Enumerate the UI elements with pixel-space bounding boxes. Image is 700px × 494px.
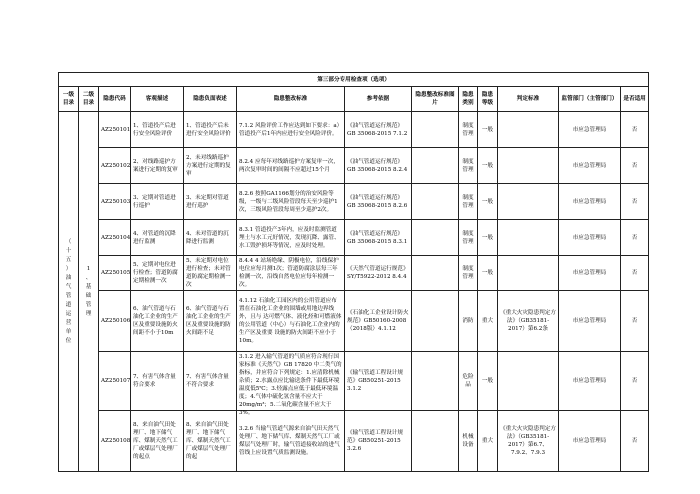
standard-text: 4.1.12 石油化工园区内的公用管道应布置在石油化工企业的围墙或用地边界线外，且与 达可燃气体、液化烃和可燃液体的公用管道（中心）与石油化工企业内的生产区及重要 设施的防火间距不应小于 10m。 xyxy=(239,298,342,344)
cell-grade xyxy=(478,256,498,291)
cell-criteria xyxy=(498,112,559,148)
level2-char: 1 xyxy=(86,265,91,272)
objective-text: 7、有害气体含量符合要求 xyxy=(133,374,176,388)
objective-text: 6、油气管道与石油化工企业的生产区及重要设施防火间距不小于10m xyxy=(133,306,178,336)
negative-text: 2、未对线路巡护方案进行定期的复审 xyxy=(186,154,231,177)
department-text: 市应急管理局 xyxy=(572,378,607,384)
cell-reference xyxy=(345,220,412,256)
cell-criteria xyxy=(498,256,559,291)
cell-negative xyxy=(184,291,237,352)
cell-standard xyxy=(237,291,345,352)
category-text: 消防 xyxy=(462,318,474,324)
cell-reference xyxy=(345,112,412,148)
applicable-text: 否 xyxy=(631,270,638,276)
grade-text: 重大 xyxy=(481,438,494,444)
reference-text: 《油气管道运行规范》GB 35068-2015 8.2.4 xyxy=(347,158,408,173)
objective-text: 4、对管道的沉降进行监测 xyxy=(133,230,176,245)
inspection-table xyxy=(58,72,649,472)
cell-objective xyxy=(131,112,184,148)
cell-category xyxy=(459,411,478,472)
cell-department xyxy=(559,291,621,352)
level2-cell xyxy=(79,112,99,472)
cell-grade xyxy=(478,184,498,220)
grade-text: 一般 xyxy=(481,126,494,133)
cell-objective xyxy=(131,411,184,472)
grade-text: 重大 xyxy=(481,318,494,324)
cell-grade xyxy=(478,411,498,472)
cell-code xyxy=(99,256,131,291)
cell-objective xyxy=(131,291,184,352)
category-text: 制度管理 xyxy=(462,194,474,209)
cell-category xyxy=(459,256,478,291)
cell-category xyxy=(459,184,478,220)
cell-code xyxy=(99,184,131,220)
objective-text: 3、定期对管道进行巡护 xyxy=(133,194,176,209)
header-level2: 二级目录 xyxy=(79,87,99,112)
cell-category xyxy=(459,112,478,148)
cell-department xyxy=(559,256,621,291)
cell-applicable xyxy=(621,411,649,472)
cell-applicable xyxy=(621,256,649,291)
applicable-text: 否 xyxy=(631,198,638,205)
grade-text: 一般 xyxy=(481,234,494,241)
category-text: 制度管理 xyxy=(462,230,474,245)
cell-negative xyxy=(184,411,237,472)
cell-standard xyxy=(237,112,345,148)
cell-standard xyxy=(237,148,345,184)
level1-char: 十 xyxy=(65,247,72,254)
cell-category xyxy=(459,291,478,352)
cell-image xyxy=(412,148,459,184)
standard-text: 8.2.6 按照GA1166划分的治安风险等级，一级与二级风险管段每天至少巡护1次，三级风险管段每周至少巡护2次。 xyxy=(239,190,338,213)
level1-char: ） xyxy=(65,265,72,272)
cell-image xyxy=(412,291,459,352)
cell-negative xyxy=(184,256,237,291)
standard-text: 3.2.6 当输气管道气源来自油气田天然气处理厂、地下储气库、煤制天然气工厂或煤层气处理厂时，输气管道接收站的进气管线上应设置气质监测设施。 xyxy=(239,426,340,456)
cell-objective xyxy=(131,352,184,411)
cell-negative xyxy=(184,148,237,184)
table-row xyxy=(59,352,649,411)
header-code: 隐患代码 xyxy=(99,87,131,112)
applicable-text: 否 xyxy=(631,126,638,133)
header-reference: 参考依据 xyxy=(345,87,412,112)
cell-image xyxy=(412,411,459,472)
cell-applicable xyxy=(621,184,649,220)
reference-text: 《油气管道运行规范》GB 35068-2015 8.3.1 xyxy=(347,230,408,245)
objective-text: 5、定期对电位进行检查；管道防腐定期检测一次 xyxy=(133,262,178,284)
category-text: 制度管理 xyxy=(462,122,474,137)
cell-code xyxy=(99,148,131,184)
department-text: 市应急管理局 xyxy=(572,318,607,324)
grade-text: 一般 xyxy=(481,378,494,384)
department-text: 市应急管理局 xyxy=(572,438,607,444)
department-text: 市应急管理局 xyxy=(572,270,607,276)
cell-standard xyxy=(237,256,345,291)
category-text: 危险品 xyxy=(462,374,474,388)
code-text: AZ250102 xyxy=(101,162,131,169)
table-row xyxy=(59,112,649,148)
applicable-text: 否 xyxy=(631,234,638,241)
category-text: 制度管理 xyxy=(462,266,474,280)
table-row xyxy=(59,291,649,352)
level1-char: 位 xyxy=(65,337,72,344)
header-negative: 隐患负面表述 xyxy=(184,87,237,112)
header-image: 隐患整改标准图片 xyxy=(412,87,459,112)
standard-text: 8.4.4 4 站场绝缘、阴极电位，沿线保护电位应每月测1次；管道防腐涂层每三年检测一次，沿线自然电位应每年检测一次。 xyxy=(239,258,339,288)
negative-text: 7、有害气体含量不符合要求 xyxy=(186,374,229,388)
objective-text: 2、对线路巡护方案进行定期的复审 xyxy=(133,158,178,173)
department-text: 市应急管理局 xyxy=(572,126,607,133)
cell-standard xyxy=(237,184,345,220)
cell-code xyxy=(99,291,131,352)
cell-department xyxy=(559,184,621,220)
grade-text: 一般 xyxy=(481,270,494,276)
negative-text: 8、来自油气田处理厂、地下储气库、煤制天然气工厂或煤层气处理厂的起 xyxy=(186,422,231,460)
negative-text: 4、未对管道的沉降进行监测 xyxy=(186,230,229,245)
cell-reference xyxy=(345,411,412,472)
cell-criteria xyxy=(498,352,559,411)
level1-char: 道 xyxy=(65,301,72,308)
cell-applicable xyxy=(621,220,649,256)
table-row xyxy=(59,184,649,220)
cell-applicable xyxy=(621,352,649,411)
department-text: 市应急管理局 xyxy=(572,234,607,241)
category-text: 制度管理 xyxy=(462,158,474,173)
reference-text: 《输气管道工程设计规范》GB50251-2015 3.2.6 xyxy=(347,430,403,452)
grade-text: 一般 xyxy=(481,162,494,169)
cell-image xyxy=(412,256,459,291)
reference-text: 《油气管道运行规范》GB 35068-2015 8.2.6 xyxy=(347,194,408,209)
applicable-text: 否 xyxy=(631,378,638,384)
cell-objective xyxy=(131,256,184,291)
reference-text: 《石油化工企业设计防火规范》GB50160-2008（2018版）4.1.12 xyxy=(347,310,409,332)
cell-criteria xyxy=(498,184,559,220)
cell-standard xyxy=(237,220,345,256)
cell-reference xyxy=(345,148,412,184)
cell-image xyxy=(412,112,459,148)
department-text: 市应急管理局 xyxy=(572,198,607,205)
category-text: 机械设备 xyxy=(462,434,474,448)
cell-code xyxy=(99,411,131,472)
header-criteria: 判定标准 xyxy=(498,87,559,112)
applicable-text: 否 xyxy=(631,438,638,444)
code-text: AZ250105 xyxy=(101,270,131,276)
grade-text: 一般 xyxy=(481,198,494,205)
applicable-text: 否 xyxy=(631,318,638,324)
negative-text: 6、油气管道与石油化工企业的生产区及重要设施的防火间距不足 xyxy=(186,306,231,336)
standard-text: 8.3.1 管道投产3年内，应及时监测管道埋土与水工元好情况，发现沉降、露管、水工毁护损坏等情况，应及时处理。 xyxy=(239,226,340,249)
cell-reference xyxy=(345,291,412,352)
code-text: AZ250107 xyxy=(101,378,131,384)
cell-code xyxy=(99,352,131,411)
level2-char: 础 xyxy=(85,292,92,299)
header-department: 监管部门（主管部门） xyxy=(559,87,621,112)
level1-char: 单 xyxy=(65,328,72,335)
table-row xyxy=(59,220,649,256)
level2-char: 管 xyxy=(85,301,92,308)
cell-negative xyxy=(184,184,237,220)
table-title: 第三部分专用检查项（选项） xyxy=(59,73,649,87)
table-row xyxy=(59,411,649,472)
cell-applicable xyxy=(621,112,649,148)
code-text: AZ250101 xyxy=(101,126,131,133)
negative-text: 3、未定期对管道进行巡护 xyxy=(186,194,229,209)
objective-text: 1、管道投产后进行安全风险评价 xyxy=(133,122,176,137)
code-text: AZ250103 xyxy=(101,198,131,205)
cell-grade xyxy=(478,112,498,148)
cell-standard xyxy=(237,352,345,416)
cell-negative xyxy=(184,220,237,256)
header-standard: 隐患整改标准 xyxy=(237,87,345,112)
code-text: AZ250108 xyxy=(101,438,131,444)
cell-department xyxy=(559,112,621,148)
cell-grade xyxy=(478,352,498,411)
cell-image xyxy=(412,184,459,220)
cell-grade xyxy=(478,291,498,352)
cell-applicable xyxy=(621,148,649,184)
cell-objective xyxy=(131,184,184,220)
cell-negative xyxy=(184,112,237,148)
level1-char: 营 xyxy=(65,319,72,326)
cell-department xyxy=(559,220,621,256)
header-level1: 一级目录 xyxy=(59,87,79,112)
cell-code xyxy=(99,112,131,148)
cell-category xyxy=(459,148,478,184)
negative-text: 1、管道投产后未进行安全风险评价 xyxy=(186,122,231,137)
objective-text: 8、来自油气田处理厂、地下储气库、煤制天然气工厂或煤层气处理厂的起点 xyxy=(133,422,178,460)
code-text: AZ250106 xyxy=(101,318,131,324)
cell-category xyxy=(459,352,478,411)
inspection-table-sheet xyxy=(58,72,648,472)
level1-char: 运 xyxy=(65,310,72,317)
reference-text: 《输气管道工程设计规范》GB50251-2015 3.1.2 xyxy=(347,370,403,392)
standard-text: 7.1.2 风险评价工作应达到如下要求：a）管道投产后1年内应进行安全风险评价。 xyxy=(239,122,340,137)
cell-criteria xyxy=(498,411,559,472)
table-row xyxy=(59,256,649,291)
standard-text: 3.1.2 进入输气管道的气质应符合现行国家标准《天然气》GB 17820 中二类气的指标，并应符合下列规定：1.应清除机械杂质；2.水露点应比输送条件下最低环境温度低5℃；3.烃露点应低于最低环境温度；4.气体中硫化氢含量不应大于20mg/m³；5.二氧化碳含量不应大于3%。 xyxy=(239,354,342,416)
department-text: 市应急管理局 xyxy=(572,162,607,169)
cell-category xyxy=(459,220,478,256)
level2-char: 、 xyxy=(85,274,92,281)
cell-criteria xyxy=(498,148,559,184)
level1-char: 五 xyxy=(65,256,72,263)
cell-criteria xyxy=(498,291,559,352)
negative-text: 5、未定期对电位进行检查；未对管道防腐定期检测一次 xyxy=(186,258,231,288)
cell-criteria xyxy=(498,220,559,256)
cell-applicable xyxy=(621,291,649,352)
cell-department xyxy=(559,148,621,184)
level1-char: 气 xyxy=(65,283,72,290)
cell-objective xyxy=(131,220,184,256)
cell-image xyxy=(412,220,459,256)
criteria-text: 《重大火灾隐患判定方法》（GB35181-2017）第6.7、7.9.2、7.9.3 xyxy=(500,426,556,456)
cell-department xyxy=(559,411,621,472)
standard-text: 8.2.4 应每年对线路巡护方案复审一次，两次复审时间的间隔不应超过15个月 xyxy=(239,158,339,173)
level1-cell xyxy=(59,112,79,472)
table-row xyxy=(59,148,649,184)
cell-grade xyxy=(478,220,498,256)
cell-image xyxy=(412,352,459,411)
level2-char: 基 xyxy=(85,283,92,290)
cell-negative xyxy=(184,352,237,411)
cell-standard xyxy=(237,411,345,472)
level1-char: （ xyxy=(65,238,72,245)
level2-char: 理 xyxy=(85,310,92,317)
header-grade: 隐患等级 xyxy=(478,87,498,112)
cell-grade xyxy=(478,148,498,184)
level1-char: 油 xyxy=(65,274,72,281)
cell-code xyxy=(99,220,131,256)
cell-reference xyxy=(345,184,412,220)
cell-reference xyxy=(345,352,412,411)
reference-text: 《天然气管道运行规范》SY/T5922-2012 8.4.4 xyxy=(347,266,409,280)
header-applicable: 是否适用 xyxy=(621,87,649,112)
level1-char: 管 xyxy=(65,292,72,299)
header-category: 隐患类别 xyxy=(459,87,478,112)
cell-reference xyxy=(345,256,412,291)
criteria-text: 《重大火灾隐患判定方法》（GB35181-2017）第6.2条 xyxy=(500,310,556,332)
reference-text: 《油气管道运行规范》GB 35068-2015 7.1.2 xyxy=(347,122,408,137)
cell-objective xyxy=(131,148,184,184)
header-objective: 客观描述 xyxy=(131,87,184,112)
code-text: AZ250104 xyxy=(101,234,131,241)
applicable-text: 否 xyxy=(631,162,638,169)
cell-department xyxy=(559,352,621,411)
